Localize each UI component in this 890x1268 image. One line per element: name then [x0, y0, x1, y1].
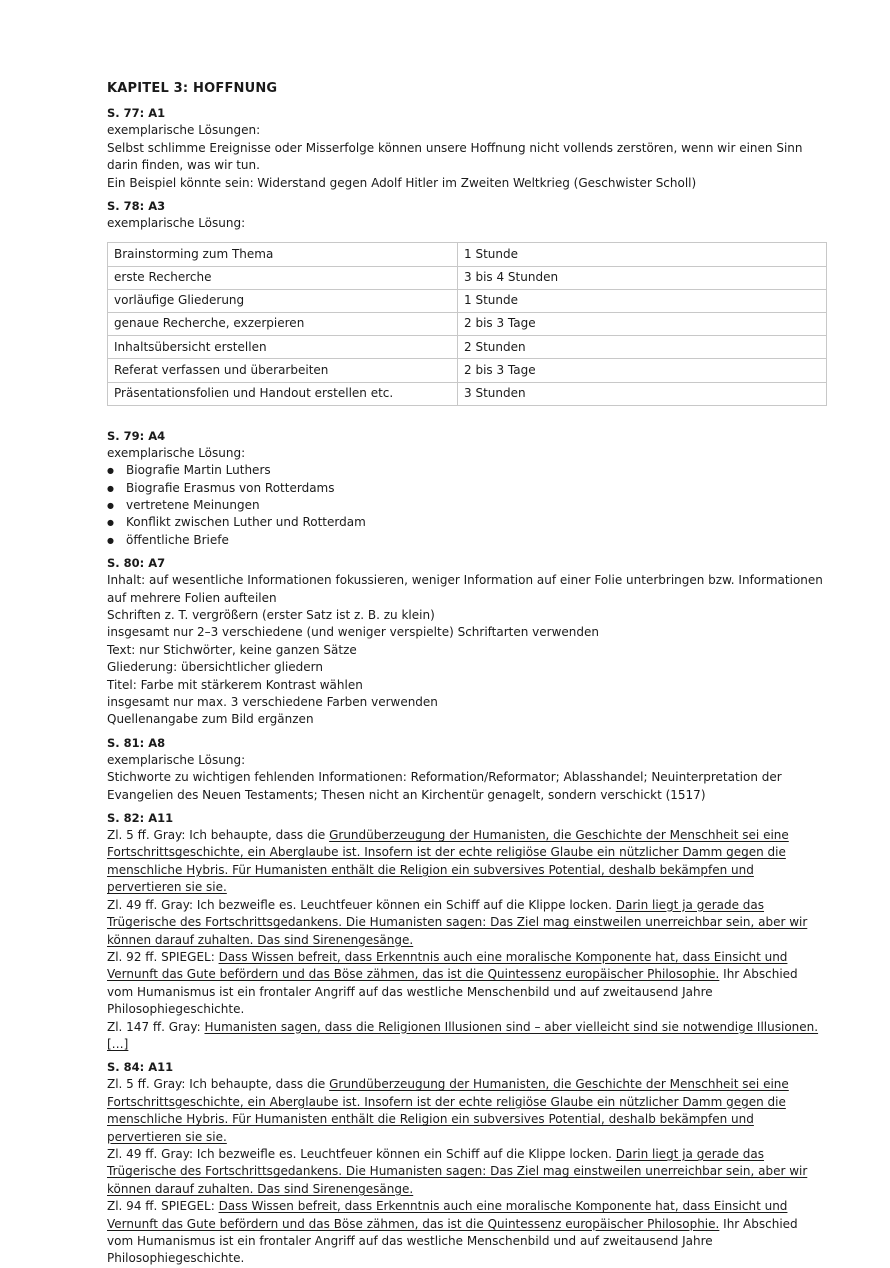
quote-tail: Ihr Abschied vom Humanismus ist ein frontaler Angriff auf das westliche Menschenbild und auf zweitausend Jahre Philosophiegeschichte. [107, 967, 798, 1017]
section-heading-s84: S. 84: A11 [107, 1060, 174, 1075]
table-row [108, 289, 827, 312]
quote-underlined: Darin liegt ja gerade das Trügerische des Fortschrittsgedankens. Die Humanisten sagen: Das Ziel mag einstweilen unerreichbar sein, aber wir können darauf zuhalten. Das sind Sirenengesänge. [107, 1146, 808, 1196]
chapter-title: KAPITEL 3: HOFFNUNG [107, 81, 278, 96]
table-cell-duration: 2 Stunden [458, 336, 827, 359]
quote-paragraph [107, 949, 827, 1019]
bullet-list [107, 462, 827, 549]
quote-underlined: Humanisten sagen, dass die Religionen Illusionen sind – aber vielleicht sind sie notwendige Illusionen. […] [107, 1019, 819, 1051]
quote-underlined: Grundüberzeugung der Humanisten, die Geschichte der Menschheit sei eine Fortschrittsgeschichte, ein Aberglaube ist. Insofern ist der echte religiöse Glaube ein nützlicher Damm gegen die menschliche Hybris. Für Humanisten enthält die Religion ein subversives Potential, deshalb bekämpfen und pervertieren sie sie. [107, 828, 789, 895]
list-item: ● vertretene Meinungen [107, 497, 827, 514]
quote-plain: Zl. 5 ff. Gray: Ich behaupte, dass die [107, 828, 330, 843]
quote-plain: Zl. 147 ff. Gray: [107, 1019, 205, 1034]
table-cell-task: Brainstorming zum Thema [108, 243, 458, 266]
s77-line: Selbst schlimme Ereignisse oder Misserfolge können unsere Hoffnung nicht vollends zerstören, wenn wir einen Sinn darin finden, was wir tun. [107, 140, 803, 173]
section-heading-s78: S. 78: A3 [107, 199, 166, 214]
s80-line: Schriften z. T. vergrößern (erster Satz ist z. B. zu klein) [107, 608, 435, 622]
table-cell-task: vorläufige Gliederung [108, 289, 458, 312]
table-cell-task: Referat verfassen und überarbeiten [108, 359, 458, 382]
table-cell-task: erste Recherche [108, 266, 458, 289]
section-heading-s82: S. 82: A11 [107, 811, 174, 826]
s80-line: Inhalt: auf wesentliche Informationen fokussieren, weniger Information auf einer Folie unterbringen bzw. Informationen auf mehrere Folien aufteilen [107, 573, 823, 605]
quote-underlined: Darin liegt ja gerade das Trügerische des Fortschrittsgedankens. Die Humanisten sagen: Das Ziel mag einstweilen unerreichbar sein, aber wir können darauf zuhalten. Das sind Sirenengesänge. [107, 897, 808, 947]
document-page [107, 80, 827, 1268]
quote-underlined: Dass Wissen befreit, dass Erkenntnis auch eine moralische Komponente hat, dass Einsicht und Vernunft das Gute befördern und das Böse zähmen, das ist die Quintessenz europäischer Philosophie. [107, 1199, 788, 1231]
table-cell-duration: 1 Stunde [458, 289, 827, 312]
table-cell-duration: 3 bis 4 Stunden [458, 266, 827, 289]
s80-line: Text: nur Stichwörter, keine ganzen Sätze [107, 642, 357, 657]
table-cell-duration: 3 Stunden [458, 382, 827, 405]
quote-plain: Zl. 94 ff. SPIEGEL: [107, 1199, 219, 1214]
s78-intro: exemplarische Lösung: [107, 216, 246, 231]
list-item: ● Konflikt zwischen Luther und Rotterdam [107, 514, 827, 531]
s80-line: insgesamt nur 2–3 verschiedene (und weniger verspielte) Schriftarten verwenden [107, 625, 599, 640]
s77-line: Ein Beispiel könnte sein: Widerstand gegen Adolf Hitler im Zweiten Weltkrieg (Geschwister Scholl) [107, 175, 697, 190]
quote-plain: Zl. 49 ff. Gray: Ich bezweifle es. Leuchtfeuer können ein Schiff auf die Klippe locken. [107, 1146, 616, 1161]
quote-paragraph [107, 897, 827, 949]
table-row [108, 243, 827, 266]
quote-paragraph [107, 1076, 827, 1146]
section-heading-s81: S. 81: A8 [107, 735, 166, 750]
quote-paragraph [107, 827, 827, 897]
s80-line: Titel: Farbe mit stärkerem Kontrast wählen [107, 677, 363, 692]
list-item: ● Biografie Erasmus von Rotterdams [107, 480, 827, 497]
table-cell-duration: 1 Stunde [458, 243, 827, 266]
list-item: ● öffentliche Briefe [107, 532, 827, 549]
s79-intro: exemplarische Lösung: [107, 445, 246, 460]
s80-line: insgesamt nur max. 3 verschiedene Farben verwenden [107, 695, 438, 710]
quote-plain: Zl. 5 ff. Gray: Ich behaupte, dass die [107, 1077, 330, 1092]
quote-plain: Zl. 49 ff. Gray: Ich bezweifle es. Leuchtfeuer können ein Schiff auf die Klippe locken. [107, 897, 616, 912]
table-row [108, 336, 827, 359]
table-row [108, 382, 827, 405]
list-item: ● Biografie Martin Luthers [107, 462, 827, 479]
quote-paragraph [107, 1019, 827, 1054]
table-cell-task: Präsentationsfolien und Handout erstellen etc. [108, 382, 458, 405]
table-cell-duration: 2 bis 3 Tage [458, 313, 827, 336]
quote-tail: Ihr Abschied vom Humanismus ist ein frontaler Angriff auf das westliche Menschenbild und auf zweitausend Jahre Philosophiegeschichte. [107, 1216, 798, 1266]
section-heading-s79: S. 79: A4 [107, 428, 166, 443]
time-plan-table [107, 242, 827, 405]
quote-paragraph [107, 1146, 827, 1198]
section-heading-s77: S. 77: A1 [107, 106, 166, 121]
s81-line: Stichworte zu wichtigen fehlenden Informationen: Reformation/Reformator; Ablasshandel; Neuinterpretation der Evangelien des Neuen Testaments; Thesen nicht an Kirchentür genagelt, sondern verschickt (1517) [107, 770, 782, 802]
section-heading-s80: S. 80: A7 [107, 556, 166, 571]
table-cell-task: genaue Recherche, exzerpieren [108, 313, 458, 336]
s77-line: exemplarische Lösungen: [107, 123, 261, 138]
s80-line: Quellenangabe zum Bild ergänzen [107, 712, 314, 727]
table-row [108, 266, 827, 289]
table-row [108, 359, 827, 382]
quote-plain: Zl. 92 ff. SPIEGEL: [107, 949, 219, 964]
s81-line: exemplarische Lösung: [107, 752, 246, 767]
s80-line: Gliederung: übersichtlicher gliedern [107, 660, 323, 675]
quote-underlined: Dass Wissen befreit, dass Erkenntnis auch eine moralische Komponente hat, dass Einsicht und Vernunft das Gute befördern und das Böse zähmen, das ist die Quintessenz europäischer Philosophie. [107, 949, 788, 982]
quote-underlined: Grundüberzeugung der Humanisten, die Geschichte der Menschheit sei eine Fortschrittsgeschichte, ein Aberglaube ist. Insofern ist der echte religiöse Glaube ein nützlicher Damm gegen die menschliche Hybris. Für Humanisten enthält die Religion ein subversives Potential, deshalb bekämpfen und pervertieren sie sie. [107, 1077, 789, 1144]
table-cell-duration: 2 bis 3 Tage [458, 359, 827, 382]
table-row [108, 313, 827, 336]
quote-paragraph [107, 1198, 827, 1268]
table-cell-task: Inhaltsübersicht erstellen [108, 336, 458, 359]
